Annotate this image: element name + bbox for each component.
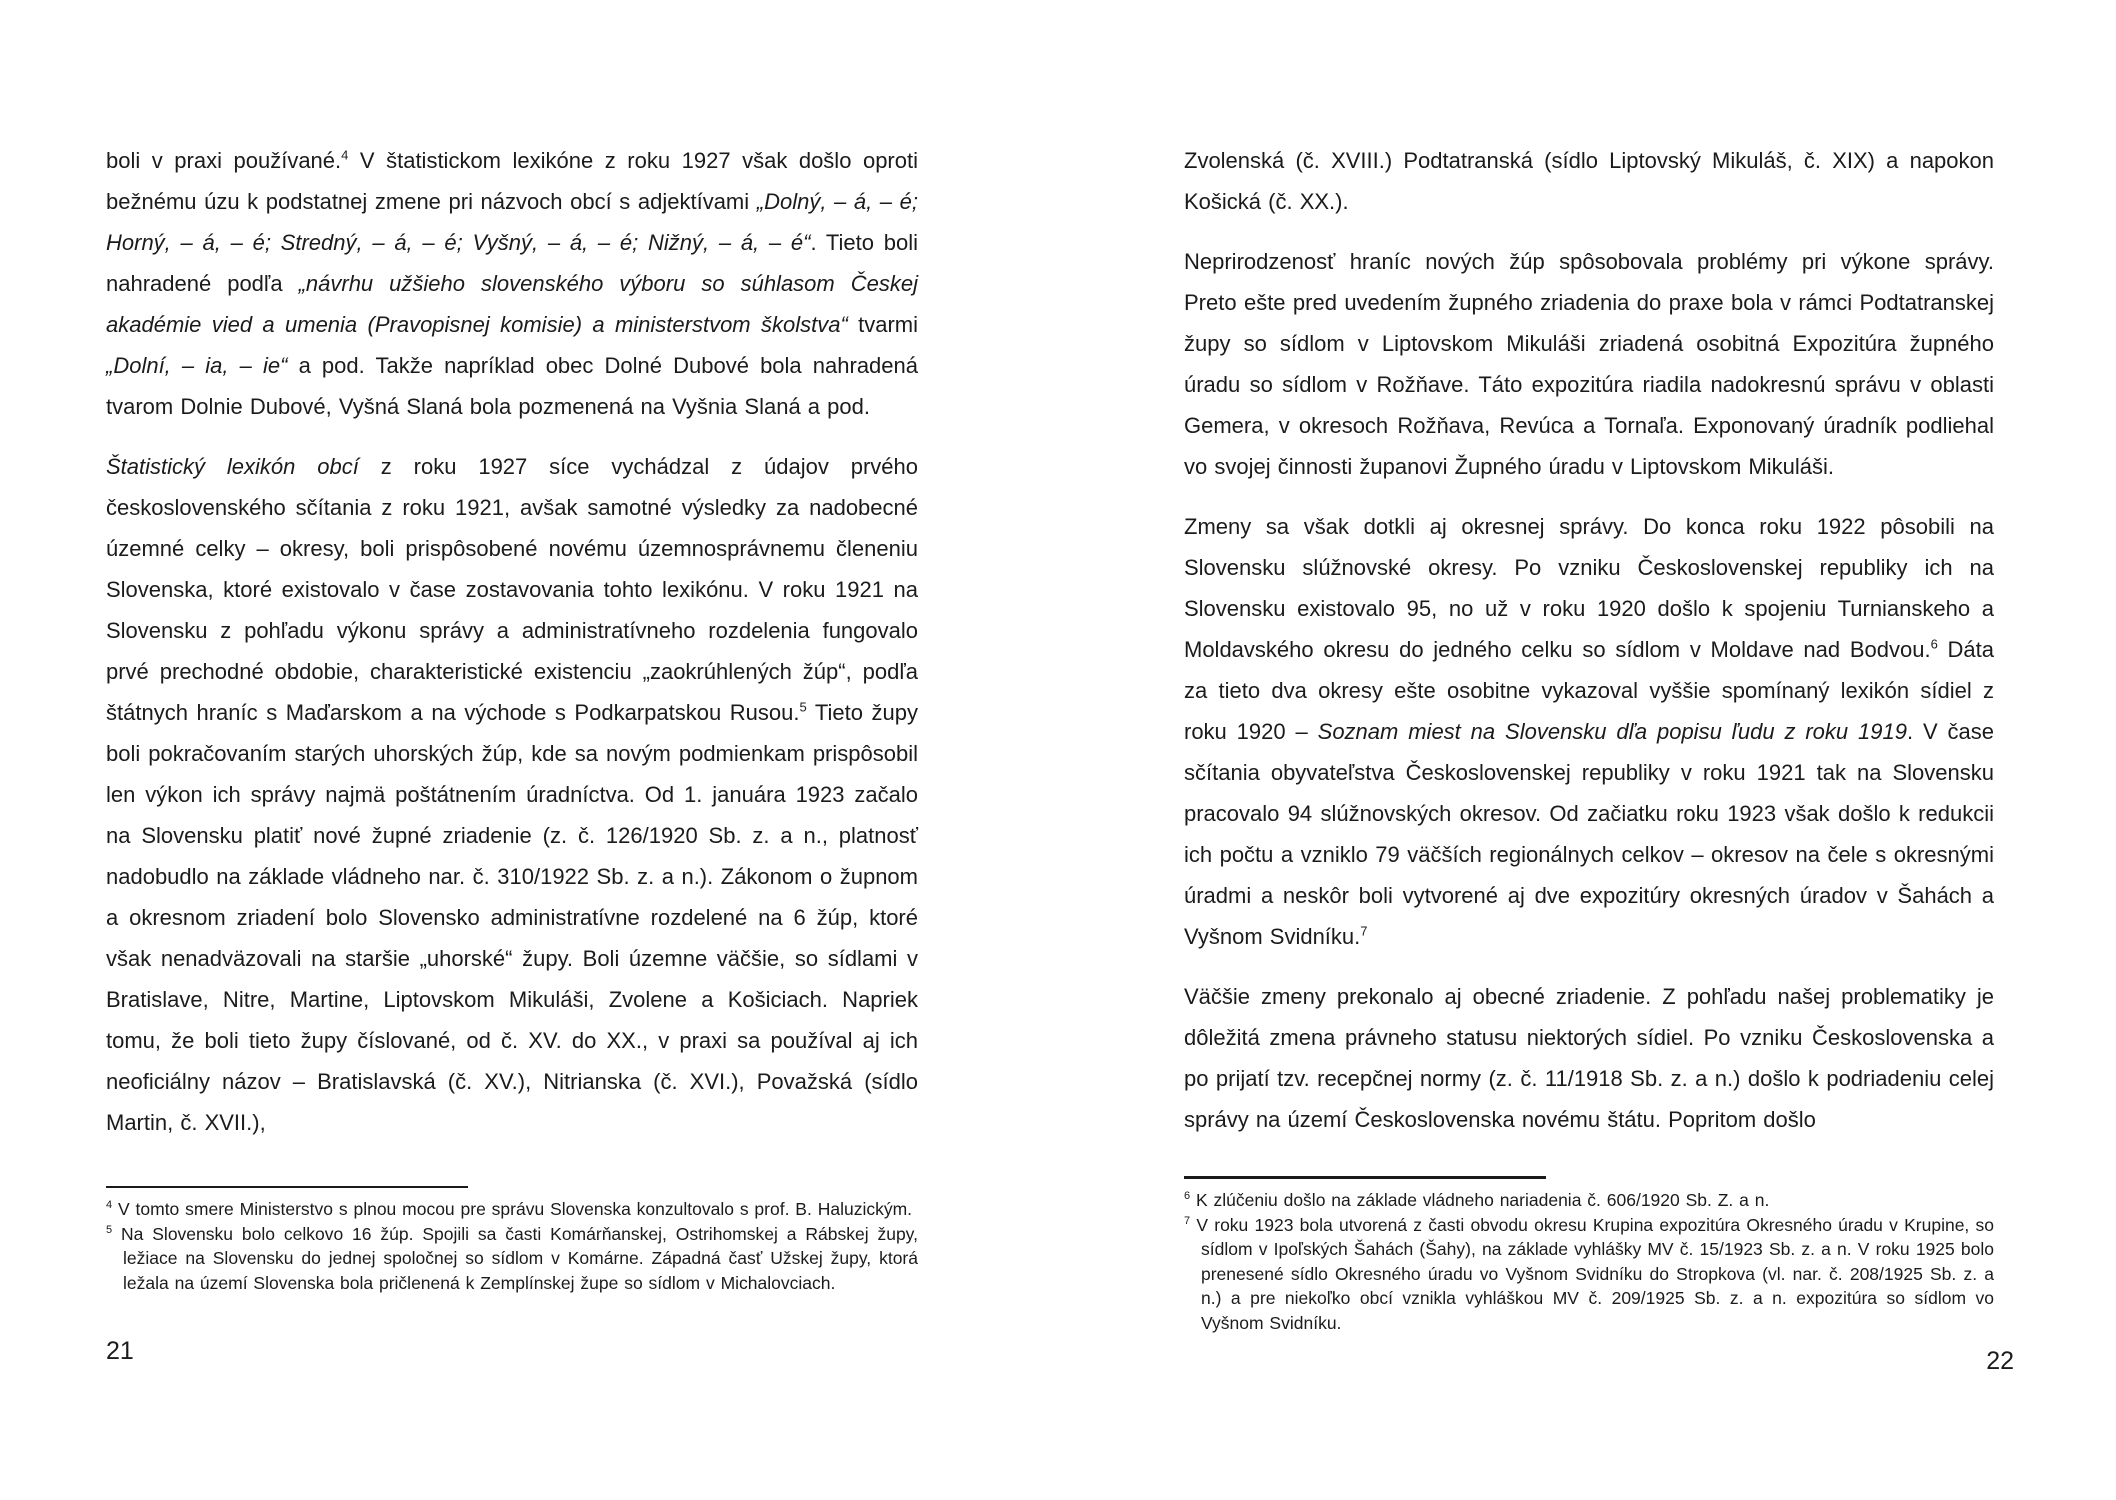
text-run: Zvolenská (č. XVIII.) Podtatranská (sídlo Liptovský Mikuláš, č. XIX) a napokon Košická (č. XX.). bbox=[1184, 148, 1994, 214]
text-run: Väčšie zmeny prekonalo aj obecné zriadenie. Z pohľadu našej problematiky je dôležitá zmena právneho statusu niektorých sídiel. Po vzniku Československa a po prijatí tzv. recepčnej normy (z. č. 11/1918 Sb. z. a n.) došlo k podriadeniu celej správy na území Československa novému štátu. Popritom došlo bbox=[1184, 984, 1994, 1132]
footnote-ref: 4 bbox=[341, 147, 349, 163]
text-run: Štatistický lexikón obcí bbox=[106, 454, 359, 479]
text-run: z roku 1927 síce vychádzal z údajov prvého československého sčítania z roku 1921, avšak samotné výsledky za nadobecné územné celky – okresy, boli prispôsobené novému územnosprávnemu členeniu Slovenska, ktoré existovalo v čase zostavovania tohto lexikónu. V roku 1921 na Slovensku z pohľadu výkonu správy a administratívneho rozdelenia fungovalo prvé prechodné obdobie, charakteristické existenciu „zaokrúhlených žúp“, podľa štátnych hraníc s Maďarskom a na východe s Podkarpatskou Rusou. bbox=[106, 454, 918, 725]
footnote-area bbox=[106, 1186, 918, 1295]
footnote-marker: 7 bbox=[1184, 1214, 1191, 1227]
footnote-separator bbox=[1184, 1176, 1546, 1179]
footnote-list bbox=[1184, 1188, 1994, 1335]
text-run: Tieto župy boli pokračovaním starých uhorských žúp, kde sa novým podmienkam prispôsobil len výkon ich správy najmä poštátnením úradníctva. Od 1. januára 1923 začalo na Slovensku platiť nové župné zriadenie (z. č. 126/1920 Sb. z. a n., platnosť nadobudlo na základe vládneho nar. č. 310/1922 Sb. z. a n.). Zákonom o župnom a okresnom zriadení bolo Slovensko administratívne rozdelené na 6 žúp, ktoré však nenadväzovali na staršie „uhorské“ župy. Boli územne väčšie, so sídlami v Bratislave, Nitre, Martine, Liptovskom Mikuláši, Zvolene a Košiciach. Napriek tomu, že boli tieto župy číslované, od č. XV. do XX., v praxi sa používal aj ich neoficiálny názov – Bratislavská (č. XV.), Nitrianska (č. XVI.), Považská (sídlo Martin, č. XVII.), bbox=[106, 700, 918, 1135]
footnote-ref: 7 bbox=[1360, 923, 1368, 939]
text-run: boli v praxi používané. bbox=[106, 148, 342, 173]
page-body bbox=[1184, 140, 1994, 1140]
paragraph bbox=[1184, 241, 1994, 487]
paragraph bbox=[106, 140, 918, 427]
footnote bbox=[106, 1197, 918, 1222]
text-run: „návrhu užšieho slovenského výboru so súhlasom Českej akadémie vied a umenia (Pravopisnej komisie) a ministerstvom školstva“ bbox=[106, 271, 918, 337]
text-run: a pod. Takže napríklad obec Dolné Dubové bola nahradená tvarom Dolnie Dubové, Vyšná Slaná bola pozmenená na Vyšnia Slaná a pod. bbox=[106, 353, 918, 419]
footnote-ref: 5 bbox=[799, 699, 807, 715]
paragraph bbox=[1184, 140, 1994, 222]
footnote bbox=[106, 1222, 918, 1296]
footnote-marker: 4 bbox=[106, 1199, 113, 1212]
text-run: . V čase sčítania obyvateľstva Československej republiky v roku 1921 tak na Slovensku pracovalo 94 slúžnovských okresov. Od začiatku roku 1923 však došlo k redukcii ich počtu a vzniklo 79 väčších regionálnych celkov – okresov na čele s okresnými úradmi a neskôr boli vytvorené aj dve expozitúry okresných úradov v Šahách a Vyšnom Svidníku. bbox=[1184, 719, 1995, 949]
text-run: tvarmi bbox=[847, 312, 918, 337]
footnote-text: K zlúčeniu došlo na základe vládneho nariadenia č. 606/1920 Sb. Z. a n. bbox=[1190, 1190, 1770, 1210]
paragraph bbox=[106, 446, 918, 1143]
footnote-separator bbox=[106, 1186, 468, 1188]
page-body bbox=[106, 140, 918, 1143]
page-22 bbox=[1058, 0, 2116, 1500]
footnote-area bbox=[1184, 1176, 1994, 1335]
footnote-text: V tomto smere Ministerstvo s plnou mocou pre správu Slovenska konzultovalo s prof. B. Haluzickým. bbox=[112, 1199, 913, 1219]
footnote-list bbox=[106, 1197, 918, 1295]
text-run: Neprirodzenosť hraníc nových žúp spôsobovala problémy pri výkone správy. Preto ešte pred uvedením župného zriadenia do praxe bola v rámci Podtatranskej župy so sídlom v Liptovskom Mikuláši zriadená osobitná Expozitúra župného úradu so sídlom v Rožňave. Táto expozitúra riadila nadokresnú správu v oblasti Gemera, v okresoch Rožňava, Revúca a Tornaľa. Exponovaný úradník podliehal vo svojej činnosti županovi Župného úradu v Liptovskom Mikuláši. bbox=[1184, 249, 1994, 479]
footnote-marker: 6 bbox=[1184, 1190, 1191, 1203]
footnote bbox=[1184, 1213, 1994, 1336]
footnote-text: Na Slovensku bolo celkovo 16 žúp. Spojili sa časti Komárňanskej, Ostrihomskej a Rábskej župy, ležiace na Slovensku do jednej spoločnej so sídlom v Komárne. Západná časť Užskej župy, ktorá ležala na území Slovenska bola pričlenená k Zemplínskej župe so sídlom v Michalovciach. bbox=[112, 1223, 918, 1293]
text-run: Dáta za tieto dva okresy ešte osobitne vykazoval vyššie spomínaný lexikón sídiel z roku 1920 – bbox=[1184, 637, 1994, 744]
footnote-ref: 6 bbox=[1930, 636, 1938, 652]
paragraph bbox=[1184, 976, 1994, 1140]
text-run: . Tieto boli nahradené podľa bbox=[106, 230, 918, 296]
paragraph bbox=[1184, 506, 1994, 957]
page-number: 22 bbox=[1986, 1347, 2014, 1375]
text-run: „Dolný, – á, – é; Horný, – á, – é; Stredný, – á, – é; Vyšný, – á, – é; Nižný, – á, – é“ bbox=[106, 189, 918, 255]
text-run: „Dolní, – ia, – ie“ bbox=[106, 353, 288, 378]
page-number: 21 bbox=[106, 1337, 134, 1365]
footnote bbox=[1184, 1188, 1994, 1213]
text-run: Soznam miest na Slovensku dľa popisu ľudu z roku 1919 bbox=[1317, 719, 1907, 744]
footnote-text: V roku 1923 bola utvorená z časti obvodu okresu Krupina expozitúra Okresného úradu v Krupine, so sídlom v Ipoľských Šahách (Šahy), na základe vyhlášky MV č. 15/1923 Sb. z. a n. V roku 1925 bolo prenesené sídlo Okresného úradu vo Vyšnom Svidníku do Stropkova (vl. nar. č. 208/1925 Sb. z. a n.) a pre niekoľko obcí vznikla vyhláškou MV č. 209/1925 Sb. z. a n. expozitúra so sídlom vo Vyšnom Svidníku. bbox=[1190, 1214, 1994, 1333]
footnote-marker: 5 bbox=[106, 1223, 113, 1236]
text-run: V štatistickom lexikóne z roku 1927 však došlo oproti bežnému úzu k podstatnej zmene pri názvoch obcí s adjektívami bbox=[106, 148, 918, 214]
text-run: Zmeny sa však dotkli aj okresnej správy. Do konca roku 1922 pôsobili na Slovensku slúžnovské okresy. Po vzniku Československej republiky ich na Slovensku existovalo 95, no už v roku 1920 došlo k spojeniu Turnianskeho a Moldavského okresu do jedného celku so sídlom v Moldave nad Bodvou. bbox=[1184, 514, 1994, 662]
